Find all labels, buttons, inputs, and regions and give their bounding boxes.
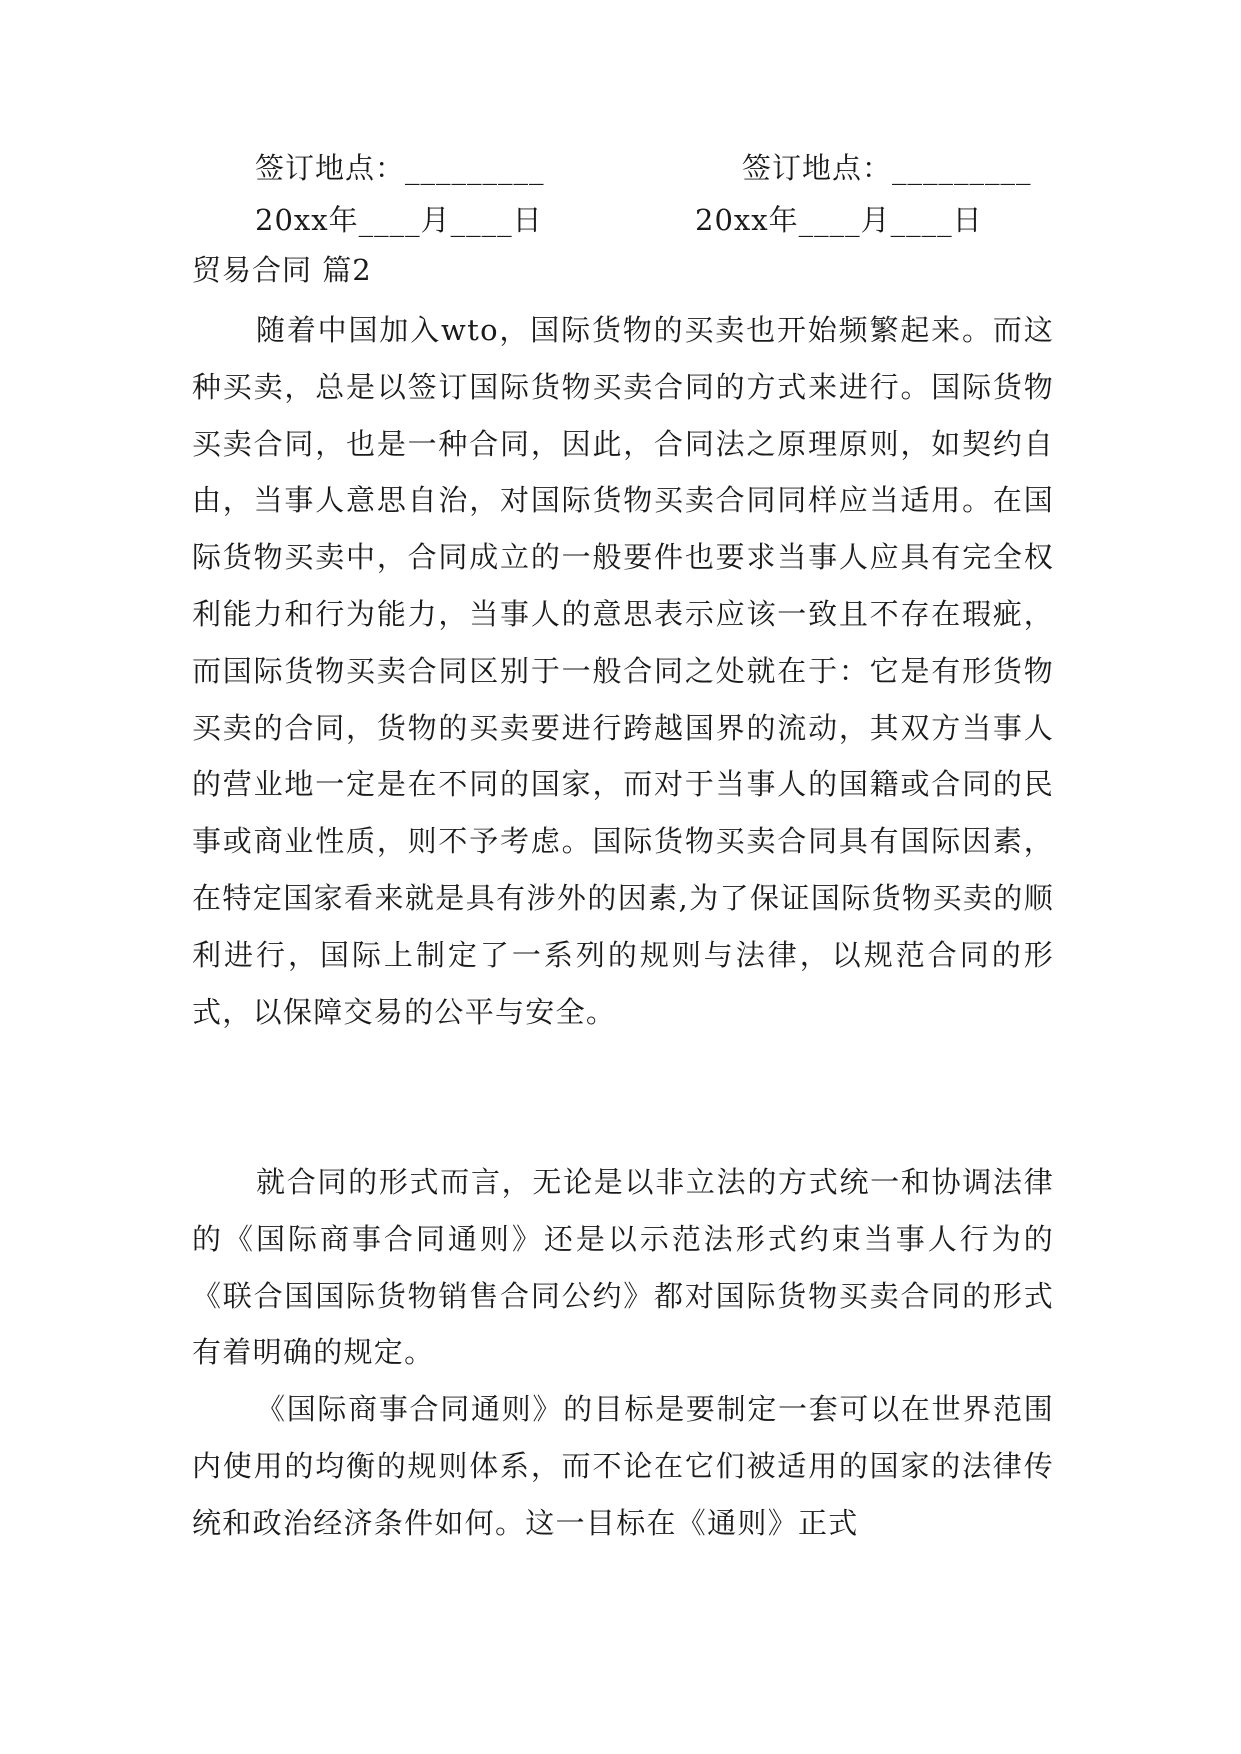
- paragraph-2: 就合同的形式而言，无论是以非立法的方式统一和协调法律的《国际商事合同通则》还是以示范法形式约束当事人行为的《联合国国际货物销售合同公约》都对国际货物买卖合同的形式有着明确的规定。: [192, 1165, 1054, 1370]
- signing-date-left: 20xx年____月____日: [255, 203, 543, 237]
- signing-place-right: 签订地点：_________: [742, 151, 1032, 185]
- paragraph-1: 随着中国加入wto，国际货物的买卖也开始频繁起来。而这种买卖，总是以签订国际货物买卖合同的方式来进行。国际货物买卖合同，也是一种合同，因此，合同法之原理原则，如契约自由，当事人意思自治，对国际货物买卖合同同样应当适用。在国际货物买卖中，合同成立的一般要件也要求当事人应具有完全权利能力和行为能力，当事人的意思表示应该一致且不存在瑕疵，而国际货物买卖合同区别于一般合同之处就在于：它是有形货物买卖的合同，货物的买卖要进行跨越国界的流动，其双方当事人的营业地一定是在不同的国家，而对于当事人的国籍或合同的民事或商业性质，则不予考虑。国际货物买卖合同具有国际因素，在特定国家看来就是具有涉外的因素,为了保证国际货物买卖的顺利进行，国际上制定了一系列的规则与法律，以规范合同的形式，以保障交易的公平与安全。: [192, 313, 1054, 1029]
- signing-place-left: 签订地点：_________: [255, 151, 545, 185]
- section-title: 贸易合同 篇2: [192, 253, 372, 287]
- signing-date-right: 20xx年____月____日: [695, 203, 983, 237]
- paragraph-3: 《国际商事合同通则》的目标是要制定一套可以在世界范围内使用的均衡的规则体系，而不论在它们被适用的国家的法律传统和政治经济条件如何。这一目标在《通则》正式: [192, 1392, 1054, 1540]
